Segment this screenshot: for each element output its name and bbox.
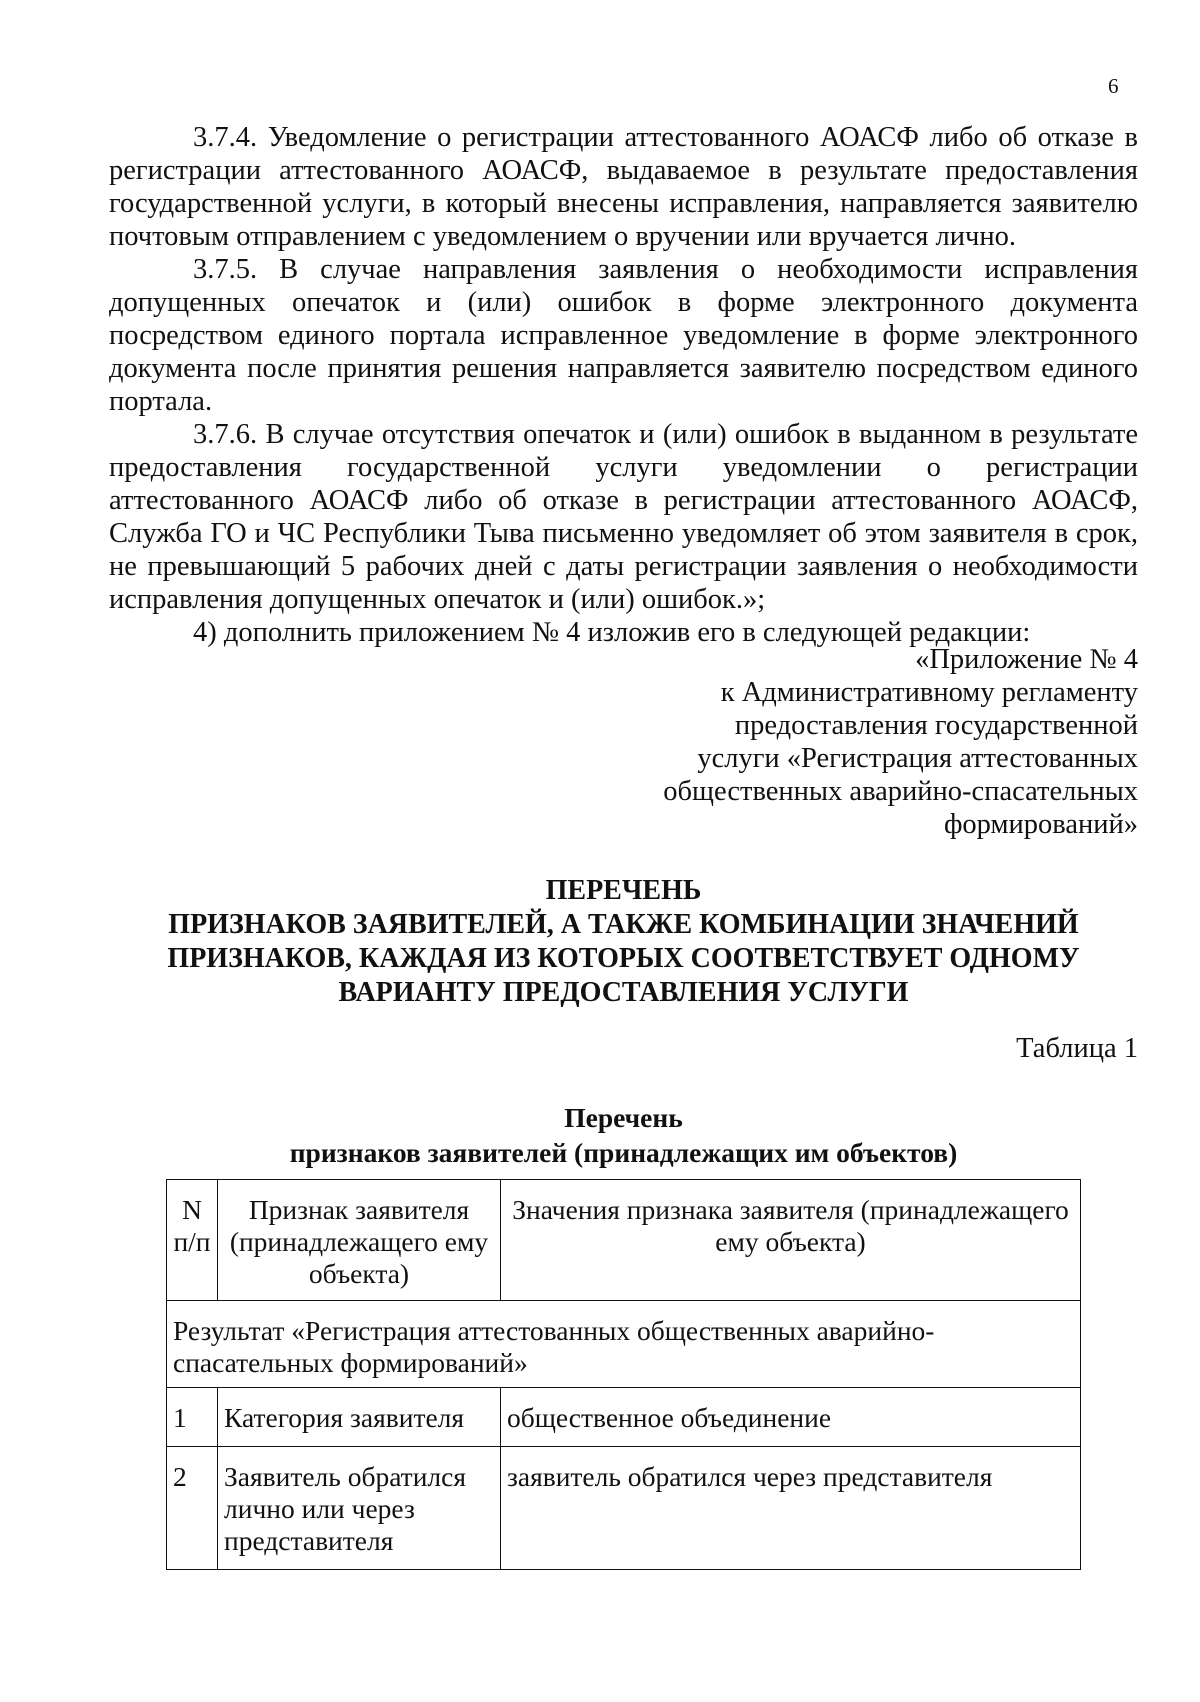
appendix-line: предоставления государственной (734, 710, 1138, 741)
heading-line: ПЕРЕЧЕНЬ (545, 875, 702, 906)
heading-line: ПРИЗНАКОВ, КАЖДАЯ ИЗ КОТОРЫХ СООТВЕТСТВУЕТ ОДНОМУ (167, 943, 1080, 974)
header-values: Значения признака заявителя (принадлежащего ему объекта) (501, 1180, 1081, 1301)
appendix-caption (600, 643, 1138, 841)
table-title (109, 1100, 1138, 1170)
table-row (167, 1447, 1081, 1570)
appendix-line: общественных аварийно-спасательных (663, 776, 1138, 807)
applicant-attributes-table (166, 1179, 1081, 1570)
appendix-line: формирований» (943, 809, 1138, 840)
header-number: N п/п (167, 1180, 218, 1301)
heading-line: ПРИЗНАКОВ ЗАЯВИТЕЛЕЙ, А ТАКЖЕ КОМБИНАЦИИ ЗНАЧЕНИЙ (168, 909, 1079, 940)
appendix-line: «Приложение № 4 (915, 644, 1138, 675)
paragraph-3-7-6: 3.7.6. В случае отсутствия опечаток и (или) ошибок в выданном в результате предоставления государственной услуги уведомлении о регистрации аттестованного АОАСФ либо об отказе в регистрации аттестованного АОАСФ, Служба ГО и ЧС Республики Тыва письменно уведомляет об этом заявителя в срок, не превышающий 5 рабочих дней с даты регистрации заявления о необходимости исправления допущенных опечаток и (или) ошибок.»; (109, 419, 1138, 615)
paragraph-amendment-4: 4) дополнить приложением № 4 изложив его в следующей редакции: (193, 617, 1031, 648)
row-attribute: Категория заявителя (218, 1388, 501, 1447)
header-attribute: Признак заявителя (принадлежащего ему объекта) (218, 1180, 501, 1301)
paragraph-3-7-5: 3.7.5. В случае направления заявления о необходимости исправления допущенных опечаток и (или) ошибок в форме электронного документа посредством единого портала исправленное уведомление в форме электронного документа после принятия решения направляется заявителю посредством единого портала. (109, 254, 1138, 417)
appendix-line: услуги «Регистрация аттестованных (697, 743, 1138, 774)
row-number: 1 (167, 1388, 218, 1447)
table-title-line: признаков заявителей (принадлежащих им объектов) (289, 1137, 958, 1168)
section-heading (109, 874, 1138, 1010)
appendix-line: к Административному регламенту (720, 677, 1138, 708)
table-result-row (167, 1301, 1081, 1388)
paragraph-3-7-4: 3.7.4. Уведомление о регистрации аттестованного АОАСФ либо об отказе в регистрации аттестованного АОАСФ, выдаваемое в результате предоставления государственной услуги, в который внесены исправления, направляется заявителю почтовым отправлением с уведомлением о вручении или вручается лично. (109, 122, 1138, 252)
row-number: 2 (167, 1447, 218, 1570)
heading-line: ВАРИАНТУ ПРЕДОСТАВЛЕНИЯ УСЛУГИ (338, 977, 909, 1008)
row-value: заявитель обратился через представителя (501, 1447, 1081, 1570)
table-title-line: Перечень (564, 1102, 683, 1133)
row-value: общественное объединение (501, 1388, 1081, 1447)
page-number: 6 (1108, 74, 1119, 98)
table-label: Таблица 1 (1016, 1033, 1138, 1064)
result-cell: Результат «Регистрация аттестованных общественных аварийно-спасательных формирований» (167, 1301, 1081, 1388)
table-header-row (167, 1180, 1081, 1301)
table-row (167, 1388, 1081, 1447)
row-attribute: Заявитель обратился лично или через представителя (218, 1447, 501, 1570)
body-text (109, 121, 1138, 649)
